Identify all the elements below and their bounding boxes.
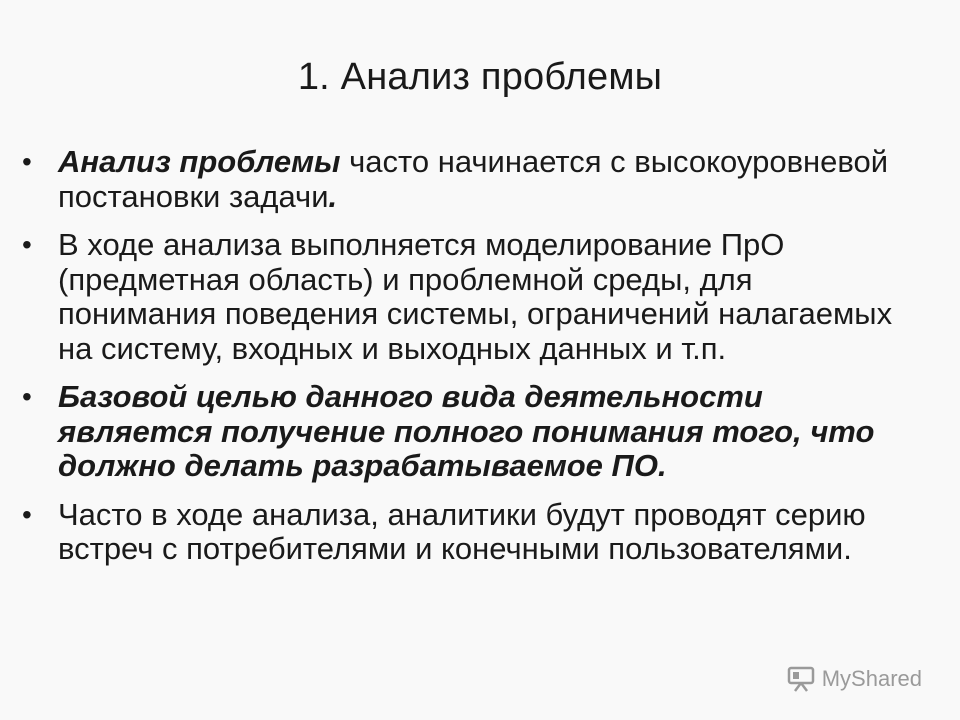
bullet-dot: • bbox=[22, 229, 32, 260]
bullet-dot: • bbox=[22, 146, 32, 177]
slide-title: 1. Анализ проблемы bbox=[297, 56, 663, 98]
watermark-text: MyShared bbox=[821, 666, 922, 691]
bullet-text: часто начинается с высокоуровневой постановки задачи bbox=[58, 144, 889, 214]
bullet-text: В ходе анализа выполняется моделирование ПрО (предметная область) и проблемной среды, для понимания поведения системы, ограничений налагаемых на систему, входных и выходных данных и т.п. bbox=[58, 227, 893, 366]
bullet-list bbox=[22, 145, 912, 581]
watermark bbox=[786, 666, 922, 692]
bullet-text-emphasis: Анализ проблемы bbox=[58, 144, 341, 179]
bullet-item bbox=[22, 228, 912, 366]
projector-board-icon bbox=[786, 666, 816, 692]
bullet-dot: • bbox=[22, 381, 32, 412]
bullet-text-emphasis: Базовой целью данного вида деятельности является получение полного понимания того, что должно делать разрабатываемое ПО. bbox=[58, 379, 875, 483]
bullet-item bbox=[22, 145, 912, 214]
bullet-dot: • bbox=[22, 498, 32, 530]
bullet-text: Часто в ходе анализа, аналитики будут проводят серию встреч с потребителями и конечными пользователями. bbox=[58, 496, 866, 566]
bullet-item bbox=[22, 498, 912, 567]
bullet-text-emphasis: . bbox=[328, 178, 338, 214]
bullet-item bbox=[22, 380, 912, 484]
